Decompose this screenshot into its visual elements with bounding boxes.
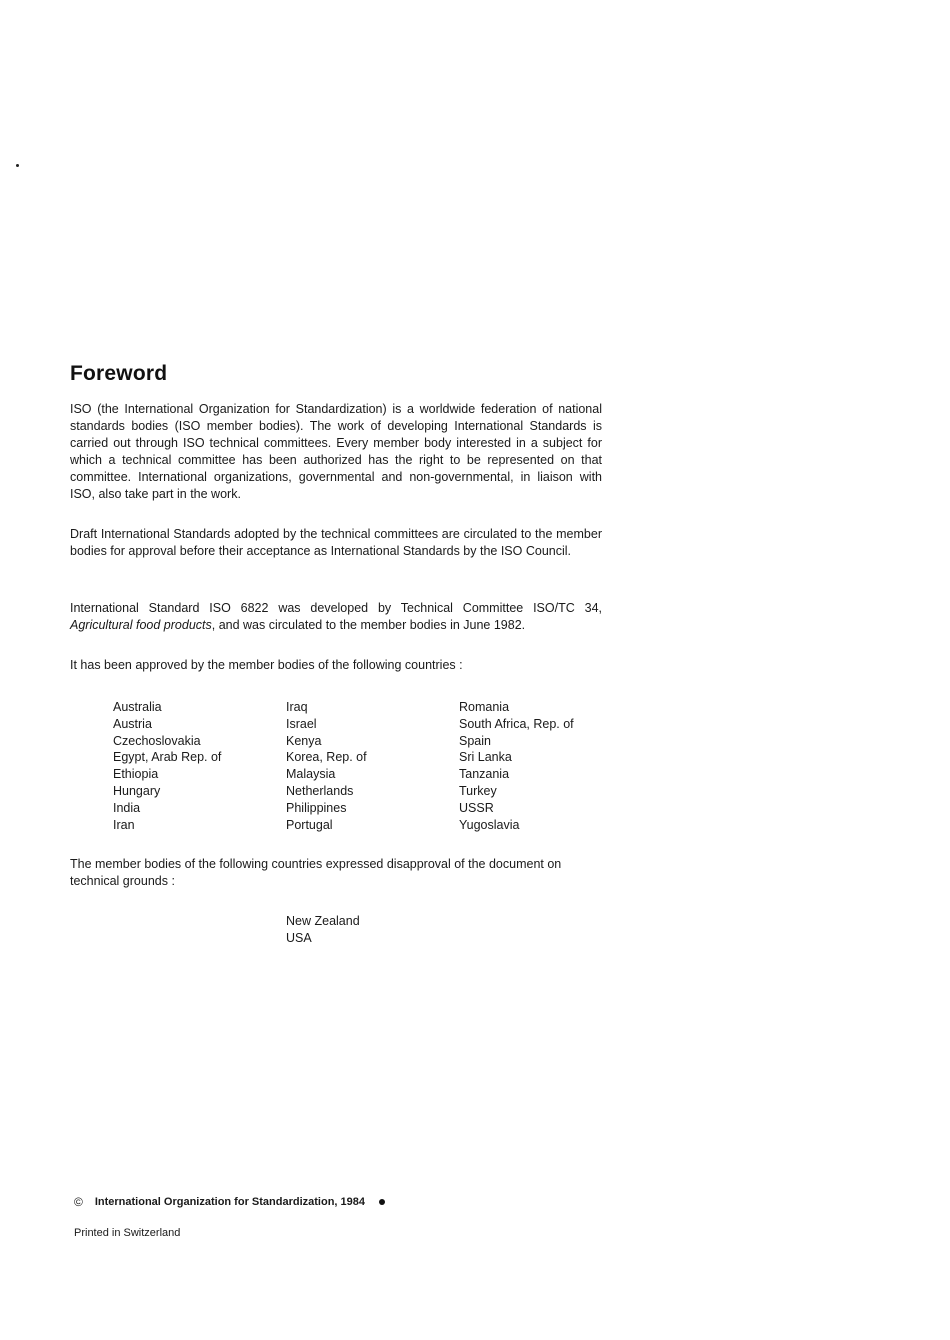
copyright-text: International Organization for Standardization, 1984 xyxy=(94,1196,365,1208)
paragraph-draft-standards: Draft International Standards adopted by the technical committees are circulated to the member bodies for approval before their acceptance as International Standards by the ISO Council. xyxy=(70,527,602,558)
committee-name: Agricultural food products xyxy=(70,618,212,632)
country-item: Kenya xyxy=(286,733,322,748)
country-item: Romania xyxy=(459,700,510,714)
country-item: South Africa, Rep. of xyxy=(459,716,574,731)
country-item: Turkey xyxy=(459,783,497,798)
page-title: Foreword xyxy=(70,362,168,385)
country-item: Hungary xyxy=(113,783,161,798)
country-item: USA xyxy=(286,931,312,945)
copyright-icon: © xyxy=(74,1195,83,1209)
country-item: Spain xyxy=(459,733,491,748)
paragraph-standard-development xyxy=(70,600,602,634)
country-item: Yugoslavia xyxy=(459,817,520,832)
paragraph-iso-intro: ISO (the International Organization for Standardization) is a worldwide federation of national standards bodies (ISO member bodies). The work of developing International Standards is carried out through ISO technical committees. Every member body interested in a subject for which a technical committee has been authorized has the right to be represented on that committee. International organizations, governmental and non-governmental, in liaison with ISO, also take part in the work. xyxy=(70,402,602,501)
disapproval-intro: The member bodies of the following countries expressed disapproval of the document on technical grounds : xyxy=(70,857,562,888)
country-item: New Zealand xyxy=(286,914,360,928)
paragraph-suffix: , and was circulated to the member bodies in June 1982. xyxy=(211,618,526,632)
paragraph-prefix: International Standard ISO 6822 was developed by Technical Committee ISO/TC 34, xyxy=(70,601,602,615)
country-item: Netherlands xyxy=(286,783,354,798)
copyright-line xyxy=(74,1195,385,1209)
country-item: Philippines xyxy=(286,800,347,815)
country-item: Sri Lanka xyxy=(459,750,512,765)
scan-speck xyxy=(16,164,19,167)
country-item: Korea, Rep. of xyxy=(286,750,367,765)
printed-note: Printed in Switzerland xyxy=(74,1227,181,1239)
country-item: India xyxy=(113,800,141,815)
country-item: USSR xyxy=(459,800,494,815)
country-item: Tanzania xyxy=(459,767,510,782)
approving-countries-list xyxy=(113,699,632,833)
country-item: Malaysia xyxy=(286,767,336,782)
approval-intro: It has been approved by the member bodies of the following countries : xyxy=(70,658,463,672)
disapproving-countries-list xyxy=(286,913,360,947)
country-item: Egypt, Arab Rep. of xyxy=(113,750,222,765)
country-item: Iraq xyxy=(286,700,308,714)
country-column xyxy=(113,699,286,833)
bullet-icon xyxy=(379,1199,385,1205)
country-item: Austria xyxy=(113,716,152,731)
country-column xyxy=(459,699,632,833)
country-column xyxy=(286,699,459,833)
country-item: Australia xyxy=(113,700,162,714)
country-item: Iran xyxy=(113,817,135,832)
country-item: Ethiopia xyxy=(113,767,159,782)
country-item: Israel xyxy=(286,716,317,731)
country-item: Czechoslovakia xyxy=(113,733,201,748)
country-item: Portugal xyxy=(286,817,333,832)
